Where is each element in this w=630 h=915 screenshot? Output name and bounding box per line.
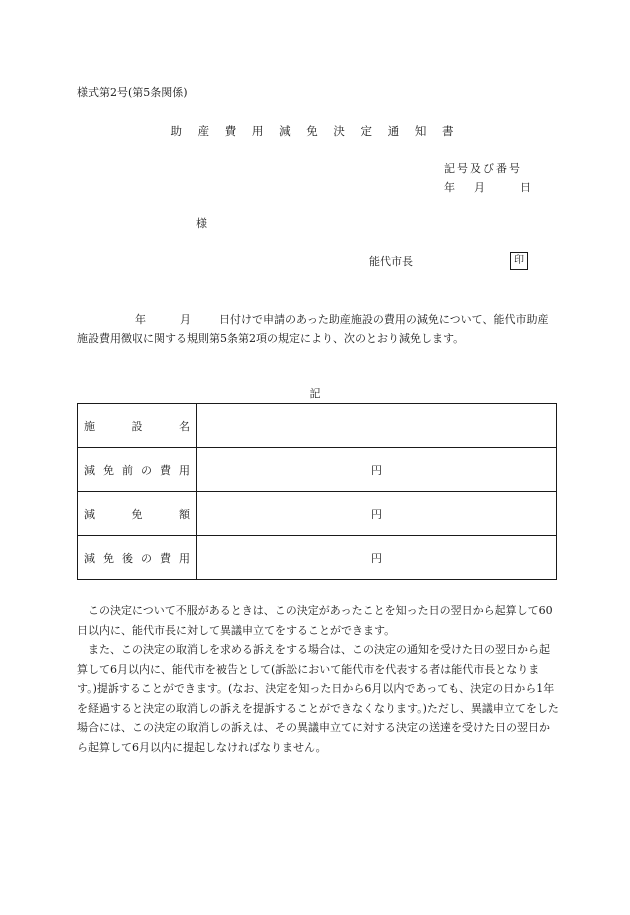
row-value-cost-after: 円 xyxy=(197,536,557,580)
row-label-reduction-amount: 減免額 xyxy=(78,492,197,536)
row-value-facility-name xyxy=(197,404,557,448)
table-row xyxy=(78,404,557,448)
row-label-cost-before: 減免前の費用 xyxy=(78,448,197,492)
detail-table xyxy=(77,403,557,580)
date-line xyxy=(444,181,531,195)
document-title: 助 産 費 用 減 免 決 定 通 知 書 xyxy=(170,124,460,138)
notice-paragraph-lawsuit: また、この決定の取消しを求める訴えをする場合は、この決定の通知を受けた日の翌日から起算して6月以内に、能代市を被告として(訴訟において能代市を代表する者は能代市長となります。)提訴することができます。(なお、決定を知った日から6月以内であっても、決定の日から1年を経過すると決定の取消しの訴えを提訴することができなくなります。)ただし、異議申立てをした場合には、この決定の取消しの訴えは、その異議申立てに対する決定の送達を受けた日の翌日から起算して6月以内に提起しなければなりません。 xyxy=(77,643,559,754)
reference-number-label: 記号及び番号 xyxy=(444,162,522,175)
body-text: 日付けで申請のあった助産施設の費用の減免について、能代市助産施設費用徴収に関する規則第5条第2項の規定により、次のとおり減免します。 xyxy=(77,313,549,345)
date-year-label: 年 xyxy=(444,181,455,194)
body-month-label: 月 xyxy=(180,313,191,326)
form-label: 様式第2号(第5条関係) xyxy=(77,86,188,99)
row-label-cost-after: 減免後の費用 xyxy=(78,536,197,580)
seal-mark: 印 xyxy=(510,252,528,270)
issuer-name: 能代市長 xyxy=(369,255,413,268)
date-day-label: 日 xyxy=(520,181,531,194)
table-row xyxy=(78,536,557,580)
row-label-facility-name: 施設名 xyxy=(78,404,197,448)
table-row xyxy=(78,448,557,492)
notice-paragraph-objection: この決定について不服があるときは、この決定があったことを知った日の翌日から起算して60日以内に、能代市長に対して異議申立てをすることができます。 xyxy=(77,604,553,637)
date-month-label: 月 xyxy=(474,181,485,194)
body-paragraph xyxy=(77,310,557,348)
row-value-cost-before: 円 xyxy=(197,448,557,492)
table-row xyxy=(78,492,557,536)
ki-heading: 記 xyxy=(309,387,321,400)
body-year-label: 年 xyxy=(135,313,146,326)
addressee-suffix: 様 xyxy=(196,217,207,230)
notice-section xyxy=(77,601,559,757)
row-value-reduction-amount: 円 xyxy=(197,492,557,536)
